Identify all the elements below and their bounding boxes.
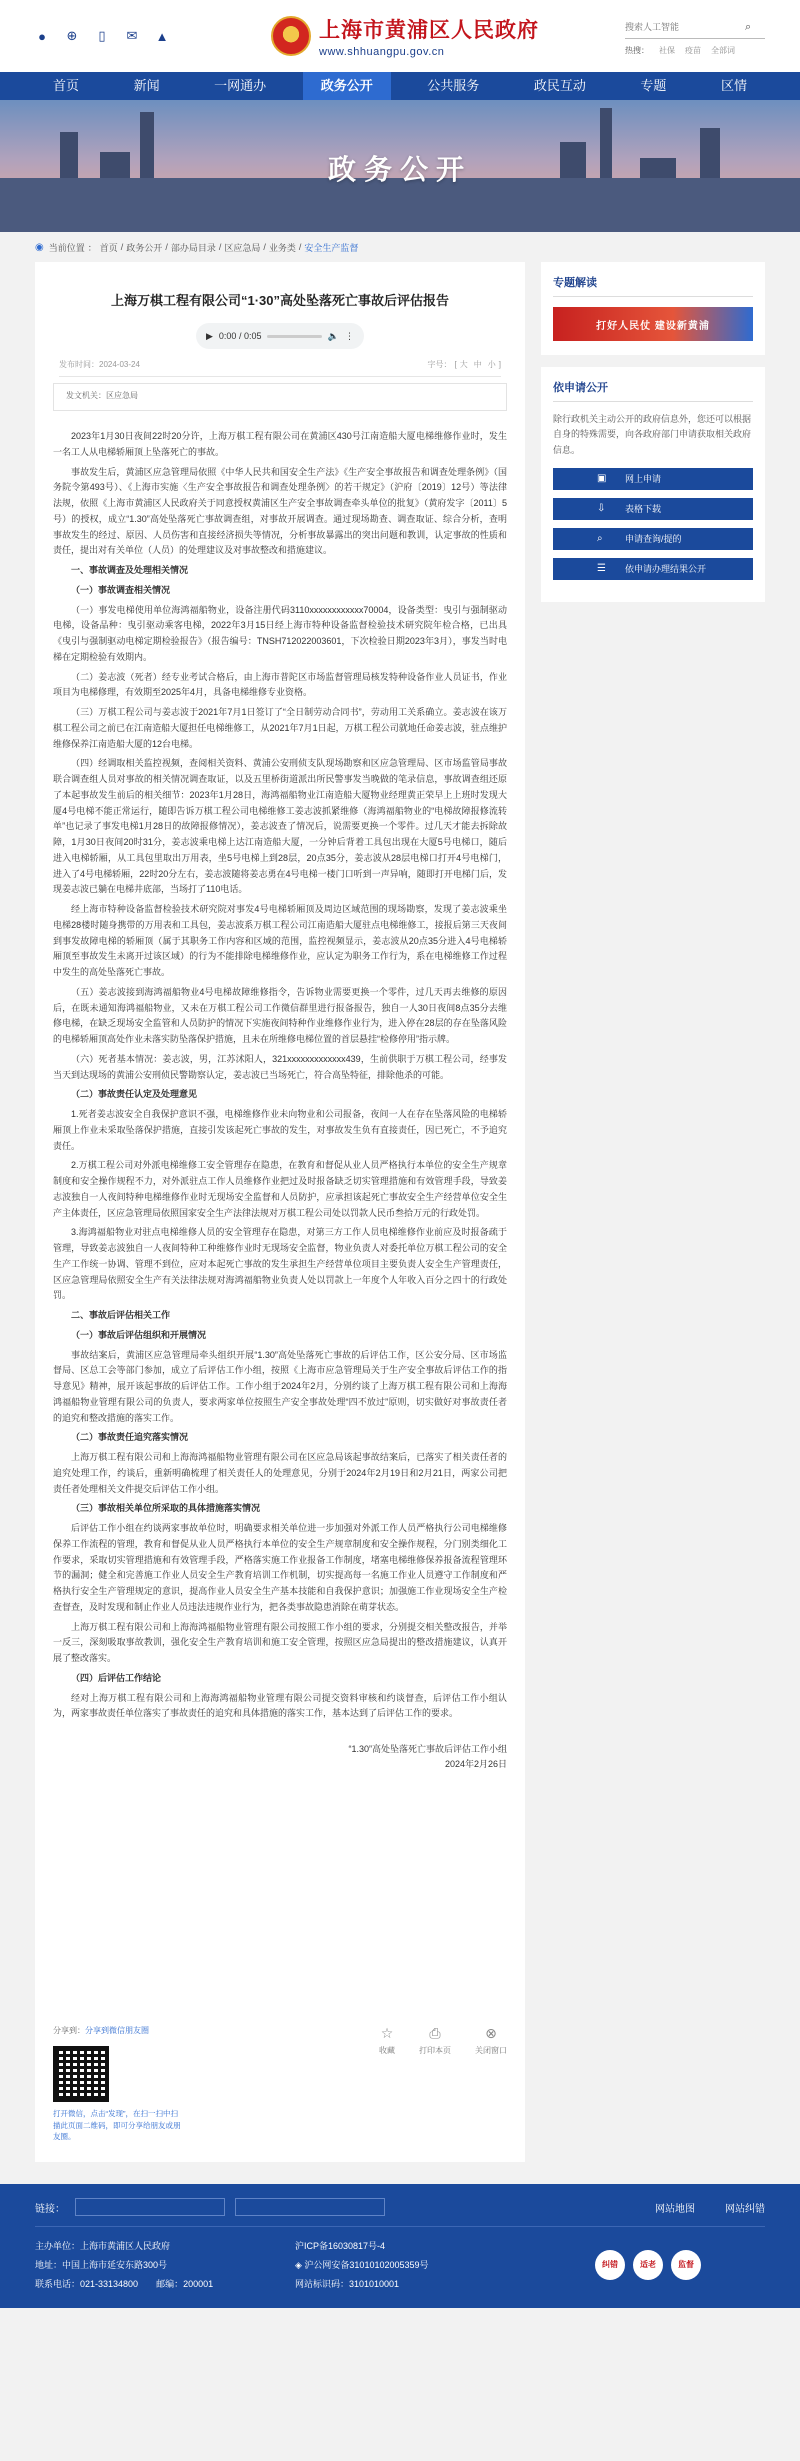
article-paragraph: 经上海市特种设备监督检验技术研究院对事发4号电梯轿厢顶及周边区域范围的现场勘察，发现了姜志波乘坐电梯28楼时随身携带的万用表和工具包，姜志波系万棋工程公司江南造船大厦驻点电梯维修工，接报后第三天夜间到事发故障电梯的轿厢顶（属于其职务工作内容和区域的范围，监控视频显示，姜志波从20点35分进入4号电梯轿厢顶至事故发生未离开过该区域）的行为不能排除电梯维修作业，应认定为职务工作行为，系在电梯维修工作过程中发生的高处坠落死亡事故。 — [53, 904, 507, 977]
article — [35, 262, 525, 2162]
header-shortcuts — [35, 29, 185, 43]
online-apply-icon: ▣ — [597, 473, 607, 485]
hot-keyword[interactable]: 全部词 — [711, 45, 735, 55]
nav-district-info[interactable]: 区情 — [720, 78, 747, 93]
footer-info: 主办单位：上海市黄浦区人民政府 地址：中国上海市延安东路300号 联系电话：021-33134800 邮编：200001 沪ICP备16030817号-4 ◈ 沪公网安备31010102005359号 网站标识码：3101010001 纠错 适老 监督 — [35, 2237, 765, 2294]
banner-title: 政务公开 — [327, 154, 472, 185]
section-heading: （一）事故后评估组织和开展情况 — [71, 1329, 207, 1340]
topic-banner[interactable]: 打好人民仗 建设新黄浦 — [553, 307, 753, 341]
play-icon[interactable]: ▶ — [206, 330, 213, 341]
share-wechat-link[interactable]: 分享到微信朋友圈 — [85, 2026, 149, 2036]
section-heading: （三）事故相关单位所采取的具体措施落实情况 — [71, 1503, 261, 1514]
font-small[interactable]: 小 — [487, 360, 496, 369]
article-paragraph: 上海万棋工程有限公司和上海海鸿福船物业管理有限公司在区应急局该起事故结案后，已落实了相关责任者的追究处理工作，约谈后，重新明确梳理了相关责任人的处理意见，分别于2024年2月19日和2月21日，两家公司把责任者处理相关文件提交后评估工作小组。 — [53, 1452, 507, 1494]
site-logo[interactable] — [271, 14, 539, 58]
topic-title: 专题解读 — [553, 274, 753, 297]
links-select[interactable] — [75, 2198, 225, 2216]
article-body — [53, 429, 507, 1722]
article-paragraph: （六）死者基本情况：姜志波，男，江苏沭阳人，321xxxxxxxxxxxxx439，生前供职于万棋工程公司，经事发当天到达现场的黄浦公安刑侦民警勘察认定，姜志波已当场死亡，符合高坠特征，排除他杀的可能。 — [53, 1053, 507, 1080]
nav-one-net[interactable]: 一网通办 — [214, 78, 267, 93]
article-paragraph: 后评估工作小组在约谈两家事故单位时，明确要求相关单位进一步加强对外派工作人员严格执行公司电梯维修保养工作流程的管理，教育和督促从业人员严格执行本单位的安全生产规章制度和安全操作规程，分门别类细化工作要求，采取切实管理措施和有效管理手段，严格落实施工作业报备工作制度，堵塞电梯维修保养报备流程管理环节的漏洞；健全和完善施工作业人员安全生产教育培训工作机制，切实提高每一名施工作业人员遵守工作制度和严格执行安全生产管理规定的意识，提高作业人员安全生产基本技能和自我保护意识；加强施工作业现场安全生产检查督查，及时发现和制止作业人员违法违规作业行为，把各类事故隐患消除在萌芽状态。 — [53, 1523, 507, 1612]
font-size-switch: 字号： [ 大 中 小 ] — [427, 360, 501, 369]
apply-guide-button[interactable]: ☰ 依申请办理结果公开 — [553, 558, 753, 580]
error-correction-badge[interactable]: 纠错 — [595, 2250, 625, 2280]
breadcrumb-dept[interactable]: 部办局目录 — [170, 242, 216, 253]
breadcrumb-home[interactable]: 首页 — [99, 242, 118, 253]
police-link[interactable]: 沪公网安备31010102005359号 — [304, 2259, 429, 2270]
article-paragraph: 1.死者姜志波安全自我保护意识不强，电梯维修作业未向物业和公司报备，夜间一人在存在坠落风险的电梯轿厢顶上作业未采取坠落保护措施，直接引发该起死亡事故的发生，对事故发生负有直接责任，因已死亡，不予追究责任。 — [53, 1109, 507, 1151]
online-apply-button[interactable]: ▣ 网上申请 — [553, 468, 753, 490]
qr-note: 打开微信，点击“发现”，在扫一扫中扫描此页面二维码，即可分享给朋友或朋友圈。 — [53, 2109, 181, 2141]
sitemap-link[interactable]: 网站地图 — [655, 2203, 695, 2215]
breadcrumb-emergency[interactable]: 区应急局 — [224, 242, 261, 253]
close-icon: ⊗ — [485, 2025, 497, 2042]
article-paragraph: （五）姜志波接到海鸿福船物业4号电梯故障维修指令，告诉物业需要更换一个零件，过几天再去维修的原因后，在既未通知海鸿福船物业，又未在万棋工程公司工作微信群里进行报备报告，独自一人30日夜间8点35分去维修电梯，在缺乏现场安全监管和人员防护的情况下实施夜间特种作业维修作业行为，进入停在28层的存在坠落风险的电梯轿厢顶高处作业未落实防坠落保护措施，且未在所维修电梯位置的首层悬挂“检修停用”指示牌。 — [53, 986, 507, 1044]
nav-news[interactable]: 新闻 — [133, 78, 160, 93]
hot-keyword[interactable]: 社保 — [659, 45, 675, 55]
volume-icon[interactable]: 🔈 — [327, 330, 339, 341]
mail-icon[interactable]: ✉ — [126, 28, 138, 43]
apply-desc: 除行政机关主动公开的政府信息外，您还可以根据自身的特殊需要，向各政府部门申请获取相关政府信息。 — [553, 414, 752, 455]
search-icon[interactable]: ⌕ — [745, 20, 752, 33]
form-download-button[interactable]: ⇩ 表格下载 — [553, 498, 753, 520]
article-paragraph: （四）经调取相关监控视频，查阅相关资料、黄浦公安刑侦支队现场勘察和区应急管理局、区市场监管局事故联合调查组人员对事故的相关情况调查取证，以及五里桥街道派出所民警事发当晚做的笔录信息，事故调查组还原了本起事故发生前后的相关细节：2023年1月28日，海鸿福船物业江南造船大厦物业经理黄正荣早上上班时发现大厦4号电梯不能正常运行，随即告诉万棋工程公司电梯维修工姜志波抓紧维修（海鸿福船物业的“电梯故障报修流转单”也记录了事发电梯1月28日的故障报修情况），姜志波查了情况后，说需要更换一个零件。过几天才能去拆除故障，1月30日夜间20时31分，姜志波乘电梯上达江南造船大厦，一分钟后背着工具包出现在大厦5号电梯口，随后进入电梯轿厢，从工具包里取出万用表，坐5号电梯上到28层，20点35分，姜志波从28层电梯口打开4号电梯门，进入了4号电梯轿厢，22时20分左右，姜志波随将姜志勇在4号电梯一楼门口听到一声异响，随即打开电梯门后，发现姜志波已躺在电梯井底部，当场打了110电话。 — [53, 758, 507, 895]
issuer-box: 发文机关：区应急局 — [53, 383, 507, 411]
font-medium[interactable]: 中 — [473, 360, 482, 369]
site-name: 上海市黄浦区人民政府 — [319, 17, 539, 42]
apply-guide-icon: ☰ — [597, 563, 606, 575]
search-input[interactable] — [625, 22, 745, 32]
national-emblem-icon — [271, 16, 311, 56]
police-icon: ◈ — [295, 2259, 305, 2270]
article-meta — [59, 359, 501, 377]
form-download-icon: ⇩ — [597, 503, 606, 515]
main-nav — [0, 72, 800, 100]
section-heading: （四）后评估工作结论 — [71, 1672, 162, 1683]
user-icon[interactable]: ▲ — [155, 28, 169, 44]
article-paragraph: 上海万棋工程有限公司和上海海鸿福船物业管理有限公司按照工作小组的要求，分别提交相关整改报告，并举一反三，深刻吸取事故教训，强化安全生产教育培训和施工安全管理，按照区应急局提出的整改措施建议，认真开展了整改落实。 — [53, 1621, 507, 1663]
article-paragraph: 2.万棋工程公司对外派电梯维修工安全管理存在隐患，在教育和督促从业人员严格执行本单位的安全生产规章制度和安全操作规程不力，对外派驻点工作人员维修作业把过及时报备缺乏切实管理措施和有效管理手段，导致姜志波独自一人夜间特种电梯维修作业时无现场安全监督和人员防护，应承担该起死亡事故安全生产经营单位安全生产主体责任，区应急管理局依照国家安全生产法律法规对万棋工程公司处以罚款人民币叁拾万元的行政处罚。 — [53, 1160, 507, 1218]
flow-guide-icon: ⌕ — [597, 533, 603, 545]
breadcrumb-gov-open[interactable]: 政务公开 — [126, 242, 163, 253]
hot-keywords: 热搜： 社保 疫苗 全部词 — [625, 45, 735, 55]
star-icon: ☆ — [380, 2025, 394, 2042]
banner — [0, 100, 800, 232]
section-heading: 二、事故后评估相关工作 — [71, 1310, 171, 1320]
audio-player[interactable] — [196, 323, 364, 349]
accessibility-icon[interactable]: ⊕ — [66, 28, 78, 43]
breadcrumb: ◉ 当前位置 ： 首页 / 政务公开 / 部办局目录 / 区应急局 / 业务类 / 安全生产监督 — [35, 241, 359, 253]
mobile-icon[interactable]: ▯ — [98, 28, 106, 43]
footer-badges — [595, 2237, 765, 2294]
breadcrumb-current[interactable]: 安全生产监督 — [304, 242, 359, 253]
topic-block — [541, 262, 765, 355]
sidebar — [541, 262, 765, 614]
article-paragraph: （三）万棋工程公司与姜志波于2021年7月1日签订了“全日制劳动合同书”，劳动用工关系确立。姜志波在该万棋工程公司之前已在江南造船大厦担任电梯维修工，从2021年7月1日起，万棋工程公司就地任命姜志波，驻点维护维修保养江南造船大厦的12台电梯。 — [53, 707, 507, 749]
publish-date: 发布时间：2024-03-24 — [59, 360, 140, 369]
audio-time: 0:00 / 0:05 — [218, 331, 262, 341]
icp-link[interactable]: 沪ICP备16030817号-4 — [295, 2241, 386, 2251]
nav-topics[interactable]: 专题 — [640, 78, 667, 93]
apply-block — [541, 367, 765, 602]
nav-interaction[interactable]: 政民互动 — [533, 78, 586, 93]
section-heading: （一）事故调查相关情况 — [71, 584, 171, 595]
more-icon[interactable]: ⋮ — [345, 330, 354, 341]
site-footer — [0, 2184, 800, 2308]
article-paragraph: （一）事发电梯使用单位海鸿福船物业，设备注册代码3110xxxxxxxxxxxx70004，设备类型：曳引与强制驱动电梯，设备品种：曳引驱动乘客电梯，2022年3月15日经上海市特种设备监督检验技术研究院年检合格，已出具《曳引与强制驱动电梯定期检验报告》（报告编号：TNSH712022003601，下次检验日期2023年3月），事发当时电梯在定期检验有效期内。 — [53, 604, 507, 662]
section-heading: （二）事故责任追究落实情况 — [71, 1432, 189, 1443]
print-button[interactable]: ⎙ 打印本页 — [419, 2025, 451, 2056]
article-paragraph: 事故结案后，黄浦区应急管理局牵头组织开展“1.30”高处坠落死亡事故的后评估工作，区公安分局、区市场监督局、区总工会等部门参加，成立了后评估工作小组，按照《上海市应急管理局关于生产安全事故后评估工作的指导意见》精神，展开该起事故的后评估工作。工作小组于2024年2月，分别约谈了上海万棋工程有限公司和上海海鸿福船物业管理有限公司的负责人，要求两家单位按照生产安全事故处理“四不放过”原则，切实做好对事故责任者的追究和整改措施的落实工作。 — [53, 1349, 507, 1423]
elderly-friendly-badge[interactable]: 适老 — [633, 2250, 663, 2280]
article-signature: “1.30”高处坠落死亡事故后评估工作小组 2024年2月26日 — [348, 1744, 507, 1770]
nav-public-service[interactable]: 公共服务 — [427, 78, 480, 93]
location-pin-icon: ◉ — [35, 241, 44, 253]
site-header — [0, 0, 800, 72]
links-select[interactable] — [235, 2198, 385, 2216]
section-heading: 一、事故调查及处理相关情况 — [71, 565, 189, 575]
site-url: www.shhuangpu.gov.cn — [319, 46, 445, 58]
hot-keyword[interactable]: 疫苗 — [685, 45, 701, 55]
article-tools — [379, 2025, 507, 2056]
supervision-badge[interactable]: 监督 — [671, 2250, 701, 2280]
article-title: 上海万棋工程有限公司“1·30”高处坠落死亡事故后评估报告 — [110, 293, 450, 308]
footer-links: 链接： 网站地图 网站纠错 — [35, 2194, 765, 2227]
favorite-button[interactable]: ☆ 收藏 — [379, 2025, 395, 2056]
audio-progress[interactable] — [267, 335, 321, 338]
close-window-button[interactable]: ⊗ 关闭窗口 — [475, 2025, 507, 2056]
print-icon: ⎙ — [429, 2025, 441, 2042]
nav-home[interactable]: 首页 — [53, 78, 80, 93]
section-heading: （二）事故责任认定及处理意见 — [71, 1089, 198, 1100]
weibo-icon[interactable]: ● — [38, 28, 46, 44]
breadcrumb-business[interactable]: 业务类 — [268, 242, 296, 253]
site-error-link[interactable]: 网站纠错 — [725, 2203, 765, 2215]
article-paragraph: 3.海鸿福船物业对驻点电梯维修人员的安全管理存在隐患，对第三方工作人员电梯维修作业前应及时报备疏于管理，导致姜志波独自一人夜间特种工种维修作业时无现场安全监督，物业负责人对委托单位万棋工程公司的安全生产工作统一协调、管理不到位，应对本起死亡事故的发生承担生产经营单位项目主要负责人安全生产管理责任，区应急管理局依照安全生产有关法律法规对海鸿福船物业负责人处以罚款上一年度个人年收入百分之四十的行政处罚。 — [53, 1227, 507, 1301]
search-box — [625, 17, 765, 56]
nav-gov-open[interactable]: 政务公开 — [303, 72, 391, 100]
article-paragraph: （二）姜志波（死者）经专业考试合格后，由上海市普陀区市场监督管理局核发特种设备作业人员证书，作业项目为电梯修理，有效期至2025年4月，具备电梯维修专业资格。 — [53, 671, 507, 698]
apply-title: 依申请公开 — [553, 379, 753, 402]
font-large[interactable]: 大 — [459, 360, 468, 369]
article-paragraph: 2023年1月30日夜间22时20分许，上海万棋工程有限公司在黄浦区430号江南造船大厦电梯维修作业时，发生一名工人从电梯轿厢顶上坠落死亡的事故。 — [53, 431, 507, 457]
article-paragraph: 事故发生后，黄浦区应急管理局依照《中华人民共和国安全生产法》《生产安全事故报告和调查处理条例》（国务院令第493号）、《上海市实施〈生产安全事故报告和调查处理条例〉的若干规定》（沪府〔2019〕12号）等法律法规，依照《上海市黄浦区人民政府关于同意授权黄浦区生产安全事故调查牵头单位的批复》（黄府发字〔2011〕5号）的授权，成立“1.30”高处坠落死亡事故调查组，对事故开展调查。通过现场勘查、调查取证、综合分析，查明事故发生的经过、原因、人员伤害和直接经济损失等情况，分析事故暴露出的突出问题和教训，认定事故的性质和责任，提出对有关单位（人员）的处理建议及对事故整改和措施建议。 — [53, 466, 507, 556]
share-section: 分享到：分享到微信朋友圈 打开微信，点击“发现”，在扫一扫中扫描此页面二维码，即可分享给朋友或朋友圈。 — [53, 2025, 183, 2142]
article-paragraph: 经对上海万棋工程有限公司和上海海鸿福船物业管理有限公司提交资料审核和约谈督查，后评估工作小组认为，两家事故责任单位落实了事故责任的追究和具体措施的落实工作，基本达到了后评估工作的要求。 — [53, 1692, 507, 1719]
article-footer — [53, 2025, 507, 2142]
qr-code — [53, 2046, 109, 2102]
flow-guide-button[interactable]: ⌕ 申请查询/提的 — [553, 528, 753, 550]
